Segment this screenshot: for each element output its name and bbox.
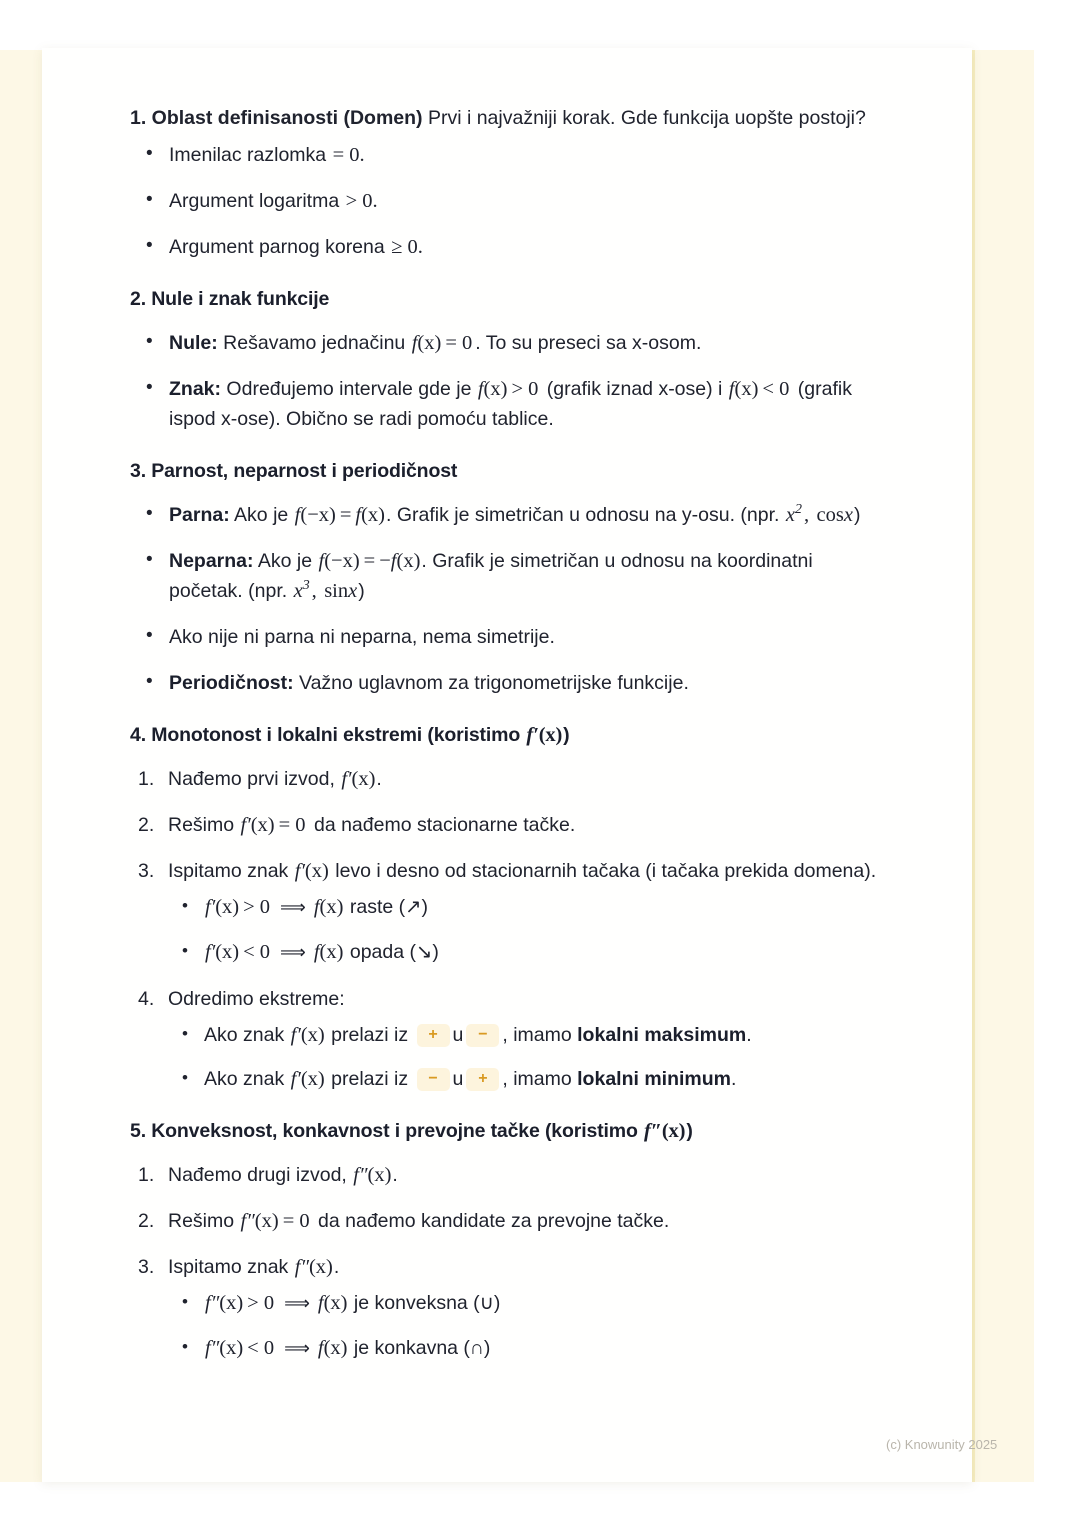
section-5-heading xyxy=(130,1116,890,1146)
section-2-list xyxy=(130,328,890,434)
step-text-tail: . xyxy=(392,1164,398,1186)
sub-text-tail: . xyxy=(731,1068,737,1090)
list-item xyxy=(130,186,890,216)
list-item xyxy=(130,140,890,170)
list-item-text: Argument logaritma xyxy=(169,190,340,212)
list-item xyxy=(130,374,890,434)
section-4-steps xyxy=(130,764,890,1094)
math-f-double-prime-x: f″(x) xyxy=(205,1337,244,1359)
implies-icon: ⟹ xyxy=(280,942,306,963)
copyright-watermark: (c) Knowunity 2025 xyxy=(886,1437,998,1452)
list-item xyxy=(130,668,890,698)
section-5-heading-close: ) xyxy=(686,1120,693,1142)
list-item-paren: ) xyxy=(853,504,861,526)
section-4-heading-close: ) xyxy=(563,724,570,746)
section-5-heading-text: 5. Konveksnost, konkavnost i prevojne tačke (koristimo xyxy=(130,1120,643,1142)
list-item xyxy=(168,1288,890,1319)
list-item xyxy=(130,1160,890,1190)
list-item-text: Imenilac razlomka xyxy=(169,144,327,166)
list-item xyxy=(130,1206,890,1236)
math-relation: = 0 xyxy=(445,332,473,354)
math-x-squared: $x^2$ xyxy=(785,502,802,526)
sub-text: je konveksna (∪) xyxy=(348,1292,501,1314)
sub-text-u: u xyxy=(452,1024,464,1046)
section-3-heading: 3. Parnost, neparnost i periodičnost xyxy=(130,460,458,482)
math-x-cubed: $x^3$ xyxy=(293,578,310,602)
sign-chip-plus: + xyxy=(417,1024,450,1047)
list-item-text: Rešavamo jednačinu xyxy=(217,332,411,354)
sub-text: Ako znak xyxy=(204,1068,290,1090)
sub-text-tail: . xyxy=(746,1024,752,1046)
math-f-neg-x: f(−x) xyxy=(318,550,360,572)
math-f-double-prime-x: f″(x) xyxy=(353,1164,392,1186)
list-item xyxy=(130,328,890,358)
math-f-prime-x: f′(x) xyxy=(294,860,329,882)
math-f-double-prime-x: f″(x) xyxy=(240,1210,279,1232)
math-f-prime-x: f′(x) xyxy=(290,1068,325,1090)
list-item xyxy=(130,622,890,652)
sub-text: je konkavna (∩) xyxy=(348,1337,491,1359)
math-equals: = xyxy=(363,550,376,572)
list-item-text: Ako je xyxy=(253,550,318,572)
math-relation: < 0 xyxy=(243,941,271,963)
implies-icon: ⟹ xyxy=(284,1338,310,1359)
list-item-text-mid: (grafik iznad x-ose) i xyxy=(541,378,728,400)
math-f-prime-x: f′(x) xyxy=(205,896,240,918)
list-item xyxy=(130,984,890,1094)
list-item-label: Neparna: xyxy=(169,550,254,572)
step-text: Ispitamo znak xyxy=(168,1256,294,1278)
math-relation: > 0 xyxy=(247,1292,275,1314)
section-4-heading-text: 4. Monotonost i lokalni ekstremi (koristimo xyxy=(130,724,526,746)
math-fx: f(x) xyxy=(313,896,344,918)
section-4-step3-sublist xyxy=(168,892,890,968)
sub-text-u: u xyxy=(452,1068,464,1090)
step-text-tail: . xyxy=(376,768,382,790)
list-item-local-maximum xyxy=(168,1020,890,1050)
section-1-heading-rest: Prvi i najvažniji korak. Gde funkcija uopšte postoji? xyxy=(422,107,866,129)
list-item xyxy=(168,892,890,923)
math-relation: < 0 xyxy=(762,378,790,400)
math-f-double-prime-x: f″(x) xyxy=(205,1292,244,1314)
list-item-paren: ) xyxy=(358,580,365,602)
list-item-math: > 0. xyxy=(345,190,378,212)
math-fx: f(x) xyxy=(355,504,386,526)
math-fx: f(x) xyxy=(728,378,759,400)
math-equals: = xyxy=(339,504,352,526)
list-item-text: Argument parnog korena xyxy=(169,236,385,258)
list-item xyxy=(130,546,890,606)
sign-chip-plus: + xyxy=(466,1068,499,1091)
step-text-tail: . xyxy=(333,1256,340,1278)
list-item xyxy=(130,764,890,794)
step-text: Nađemo drugi izvod, xyxy=(168,1164,353,1186)
list-item-math: ≥ 0. xyxy=(391,236,423,258)
list-item-text-tail: . Grafik je simetričan u odnosu na koordinatni početak. (npr. xyxy=(169,550,813,602)
list-item-text-tail: (grafik ispod x-ose). Obično se radi pomoću tablice. xyxy=(169,378,852,430)
sub-text-mid: prelazi iz xyxy=(325,1068,414,1090)
document-content xyxy=(130,100,890,1380)
step-text-tail: da nađemo stacionarne tačke. xyxy=(308,814,576,836)
list-item-math: = 0. xyxy=(332,144,365,166)
math-relation: = 0 xyxy=(278,814,306,836)
math-relation: > 0 xyxy=(511,378,539,400)
list-item-label: Parna: xyxy=(169,504,230,526)
sub-text: opada (↘) xyxy=(344,941,439,963)
math-f-prime-x: f′(x) xyxy=(205,941,240,963)
list-item xyxy=(168,937,890,968)
math-comma: , xyxy=(803,504,810,526)
implies-icon: ⟹ xyxy=(280,897,306,918)
document-page xyxy=(42,48,972,1482)
section-5-steps xyxy=(130,1160,890,1364)
sign-chip-minus: − xyxy=(417,1068,450,1091)
list-item-text: Ako nije ni parna ni neparna, nema simetrije. xyxy=(169,626,555,648)
list-item-text-tail: . Grafik je simetričan u odnosu na y-osu. (npr. xyxy=(386,504,785,526)
math-fx: f(x) xyxy=(313,941,344,963)
step-text-tail: levo i desno od stacionarnih tačaka (i tačaka prekida domena). xyxy=(329,860,877,882)
section-1-heading-paragraph xyxy=(130,100,890,136)
math-f-double-prime-x: f″(x) xyxy=(294,1256,333,1278)
sub-text-mid2: , imamo xyxy=(502,1024,578,1046)
math-relation: = 0 xyxy=(282,1210,310,1232)
list-item-label: Nule: xyxy=(169,332,218,354)
list-item-text: Ako je xyxy=(229,504,294,526)
math-neg-fx: −f(x) xyxy=(379,550,421,572)
list-item xyxy=(130,1252,890,1364)
section-4-step4-sublist xyxy=(168,1020,890,1094)
list-item xyxy=(130,810,890,840)
sub-text-mid2: , imamo xyxy=(502,1068,578,1090)
section-4-heading xyxy=(130,720,890,750)
step-text: Nađemo prvi izvod, xyxy=(168,768,341,790)
step-text: Rešimo xyxy=(168,814,240,836)
sub-text: Ako znak xyxy=(204,1024,290,1046)
math-fx: f(x) xyxy=(317,1337,348,1359)
math-sin-x: sinx xyxy=(324,580,358,602)
step-text: Ispitamo znak xyxy=(168,860,294,882)
sub-text-mid: prelazi iz xyxy=(325,1024,414,1046)
math-f-prime-x: f′(x) xyxy=(526,724,563,746)
math-cos-x: cosx xyxy=(816,504,853,526)
math-f-neg-x: f(−x) xyxy=(294,504,336,526)
math-f-double-prime-x: f″(x) xyxy=(644,1120,686,1142)
list-item xyxy=(130,500,890,530)
math-relation: > 0 xyxy=(243,896,271,918)
list-item-text-tail: . To su preseci sa x-osom. xyxy=(475,332,702,354)
list-item-label: Periodičnost: xyxy=(169,672,294,694)
step-text: Rešimo xyxy=(168,1210,240,1232)
math-fx: f(x) xyxy=(317,1292,348,1314)
implies-icon: ⟹ xyxy=(284,1293,310,1314)
list-item-text: Važno uglavnom za trigonometrijske funkcije. xyxy=(293,672,689,694)
list-item xyxy=(130,856,890,968)
step-text-tail: da nađemo kandidate za prevojne tačke. xyxy=(312,1210,670,1232)
sub-text-bold: lokalni maksimum xyxy=(577,1024,747,1046)
section-3-list xyxy=(130,500,890,698)
math-relation: < 0 xyxy=(247,1337,275,1359)
section-5-step3-sublist xyxy=(168,1288,890,1364)
math-fx: f(x) xyxy=(411,332,442,354)
math-f-prime-x: f′(x) xyxy=(240,814,275,836)
math-fx: f(x) xyxy=(477,378,508,400)
list-item xyxy=(168,1333,890,1364)
sub-text-bold: lokalni minimum xyxy=(577,1068,731,1090)
section-2-heading: 2. Nule i znak funkcije xyxy=(130,288,330,310)
step-text: Odredimo ekstreme: xyxy=(168,988,345,1010)
math-f-prime-x: f′(x) xyxy=(341,768,376,790)
section-1-heading-bold: 1. Oblast definisanosti (Domen) xyxy=(130,107,423,129)
math-comma: , xyxy=(311,580,317,602)
sign-chip-minus: − xyxy=(466,1024,499,1047)
math-f-prime-x: f′(x) xyxy=(290,1024,325,1046)
list-item xyxy=(130,232,890,262)
list-item-label: Znak: xyxy=(169,378,222,400)
section-1-list xyxy=(130,140,890,262)
sub-text: raste (↗) xyxy=(344,896,428,918)
list-item-local-minimum xyxy=(168,1064,890,1094)
list-item-text: Određujemo intervale gde je xyxy=(221,378,477,400)
